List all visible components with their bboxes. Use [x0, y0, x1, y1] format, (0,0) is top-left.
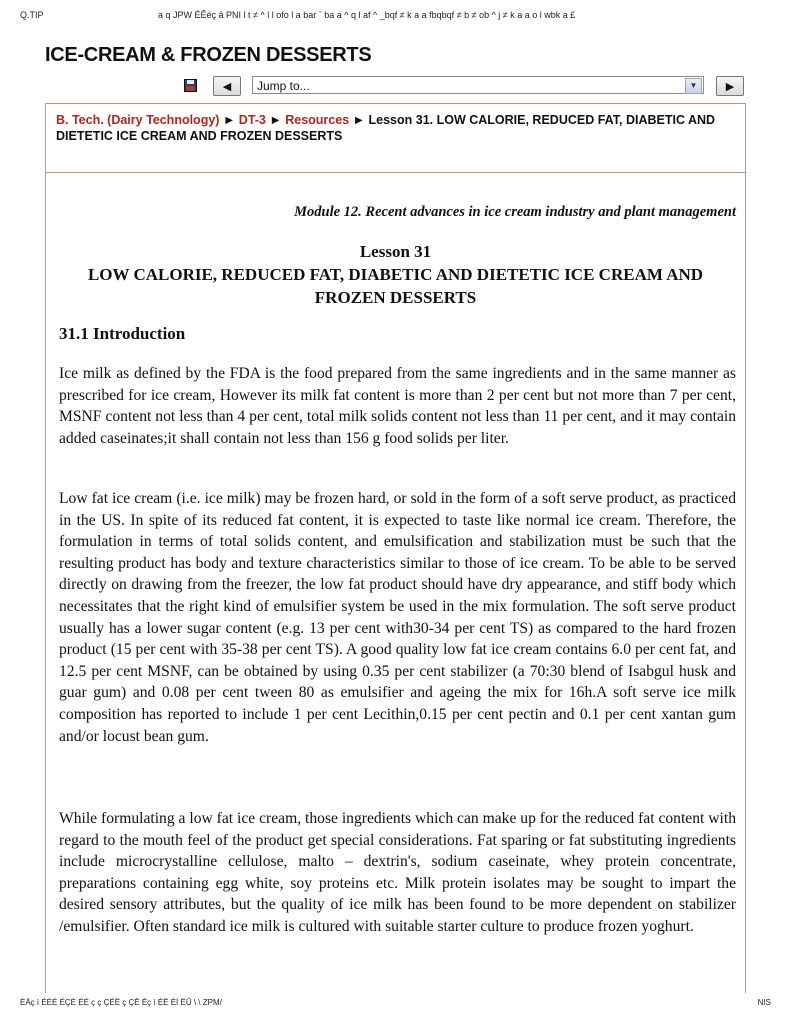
breadcrumb-current: Lesson 31. LOW CALORIE, REDUCED FAT, DIABETIC AND DIETETIC ICE CREAM AND FROZEN DESSERTS: [56, 113, 716, 143]
section-heading: 31.1 Introduction: [59, 324, 186, 343]
chevron-down-icon[interactable]: ▼: [685, 78, 702, 94]
navigation-bar: [182, 76, 742, 96]
lesson-number: Lesson 31: [359, 242, 432, 261]
previous-arrow-icon: ◀: [222, 80, 232, 93]
next-button[interactable]: [716, 76, 744, 96]
paragraph: Low fat ice cream (i.e. ice milk) may be frozen hard, or sold in the form of a soft serve product, as practiced in the US. In spite of its reduced fat content, it is expected to taste like normal ice cream. Therefore, the formulation in terms of total solids content, and emulsification and stabilization must be such that the resulting product has body and texture characteristics similar to those of ice cream. To be able to be served directly on drawing from the freezer, the low fat product should have dry appearance, and stiff body which necessitates that the right kind of emulsifier system be used in the mix formulation. The soft serve product usually has a lower sugar content (e.g. 13 per cent with30-34 per cent TS) as compared to the hard frozen product (15 per cent with 35-38 per cent TS). A good quality low fat ice cream contains 6.0 per cent fat, and 12.5 per cent MSNF, can be obtained by using 0.35 per cent stabilizer (a 70:30 blend of Isabgul husk and guar gum) and 0.08 per cent tween 80 as emulsifier and ageing the mix for 16h.A soft serve ice milk composition has reported to include 1 per cent Lecithin,0.15 per cent pectin and 0.1 per cent xantan gum and/or locust bean gum.: [59, 490, 736, 745]
breadcrumb-separator-icon: ►: [269, 113, 282, 127]
running-header: [20, 10, 771, 26]
previous-button[interactable]: [213, 76, 241, 96]
breadcrumb-panel: [45, 103, 746, 173]
module-heading: Module 12. Recent advances in ice cream industry and plant management: [294, 204, 736, 220]
breadcrumb-separator-icon: ►: [352, 113, 366, 127]
footer-page-number: NIS: [757, 998, 771, 1007]
page-title: ICE-CREAM & FROZEN DESSERTS: [45, 44, 372, 66]
lesson-title: LOW CALORIE, REDUCED FAT, DIABETIC AND DIETETIC ICE CREAM AND FROZEN DESSERTS: [87, 265, 704, 307]
paragraph: While formulating a low fat ice cream, those ingredients which can make up for the reduced fat content with regard to the mouth feel of the product get special considerations. Fat sparing or fat substituting ingredients include microcrystalline cellulose, malto – dextrin's, sodium caseinate, whey protein concentrate, preparations containing egg white, soy proteins etc. Milk protein isolates may be sought to impart the desired sensory attributes, but the quality of ice milk has been found to be more dependent on stabilizer /emulsifier. Often standard ice milk is cultured with suitable starter culture to produce frozen yoghurt.: [59, 810, 736, 935]
breadcrumb-separator-icon: ►: [222, 113, 236, 127]
breadcrumb-link-course[interactable]: DT-3: [238, 113, 266, 127]
breadcrumb-link-program[interactable]: B. Tech. (Dairy Technology): [56, 113, 220, 127]
breadcrumb-link-resources[interactable]: Resources: [285, 113, 350, 127]
floppy-disk-icon[interactable]: [184, 79, 197, 92]
header-code: Q.TIP: [20, 10, 44, 20]
header-running-text: a q JPW ÉÊéç â PNI l t ≠ ^ l l ofo l a bar ` ba a ^ q l af ^ _bqf ≠ k a a fbqbqf ≠ b ≠ ob ^ j ≠ k a a o l wbk a £: [158, 10, 576, 20]
jump-to-label: Jump to...: [257, 79, 310, 93]
breadcrumb: [56, 112, 735, 144]
page-footer: [20, 998, 771, 1012]
footer-left-text: ÉÄç ì ÉÉÉ ÉÇÉ ÉÉ ç ç ÇÉË ç ÇÊ Éç ì ÉË ÉÍ ËÛ \ \ ZPM/: [20, 998, 222, 1007]
paragraph: Ice milk as defined by the FDA is the food prepared from the same ingredients and in the same manner as prescribed for ice cream, However its milk fat content is more than 2 per cent but not more than 7 per cent, MSNF content not less than 4 per cent, total milk solids content not less than 11 per cent, and it may contain added caseinates;it shall contain not less than 156 g food solids per liter.: [59, 365, 736, 447]
jump-to-select[interactable]: [252, 76, 704, 94]
next-arrow-icon: ▶: [725, 80, 735, 93]
